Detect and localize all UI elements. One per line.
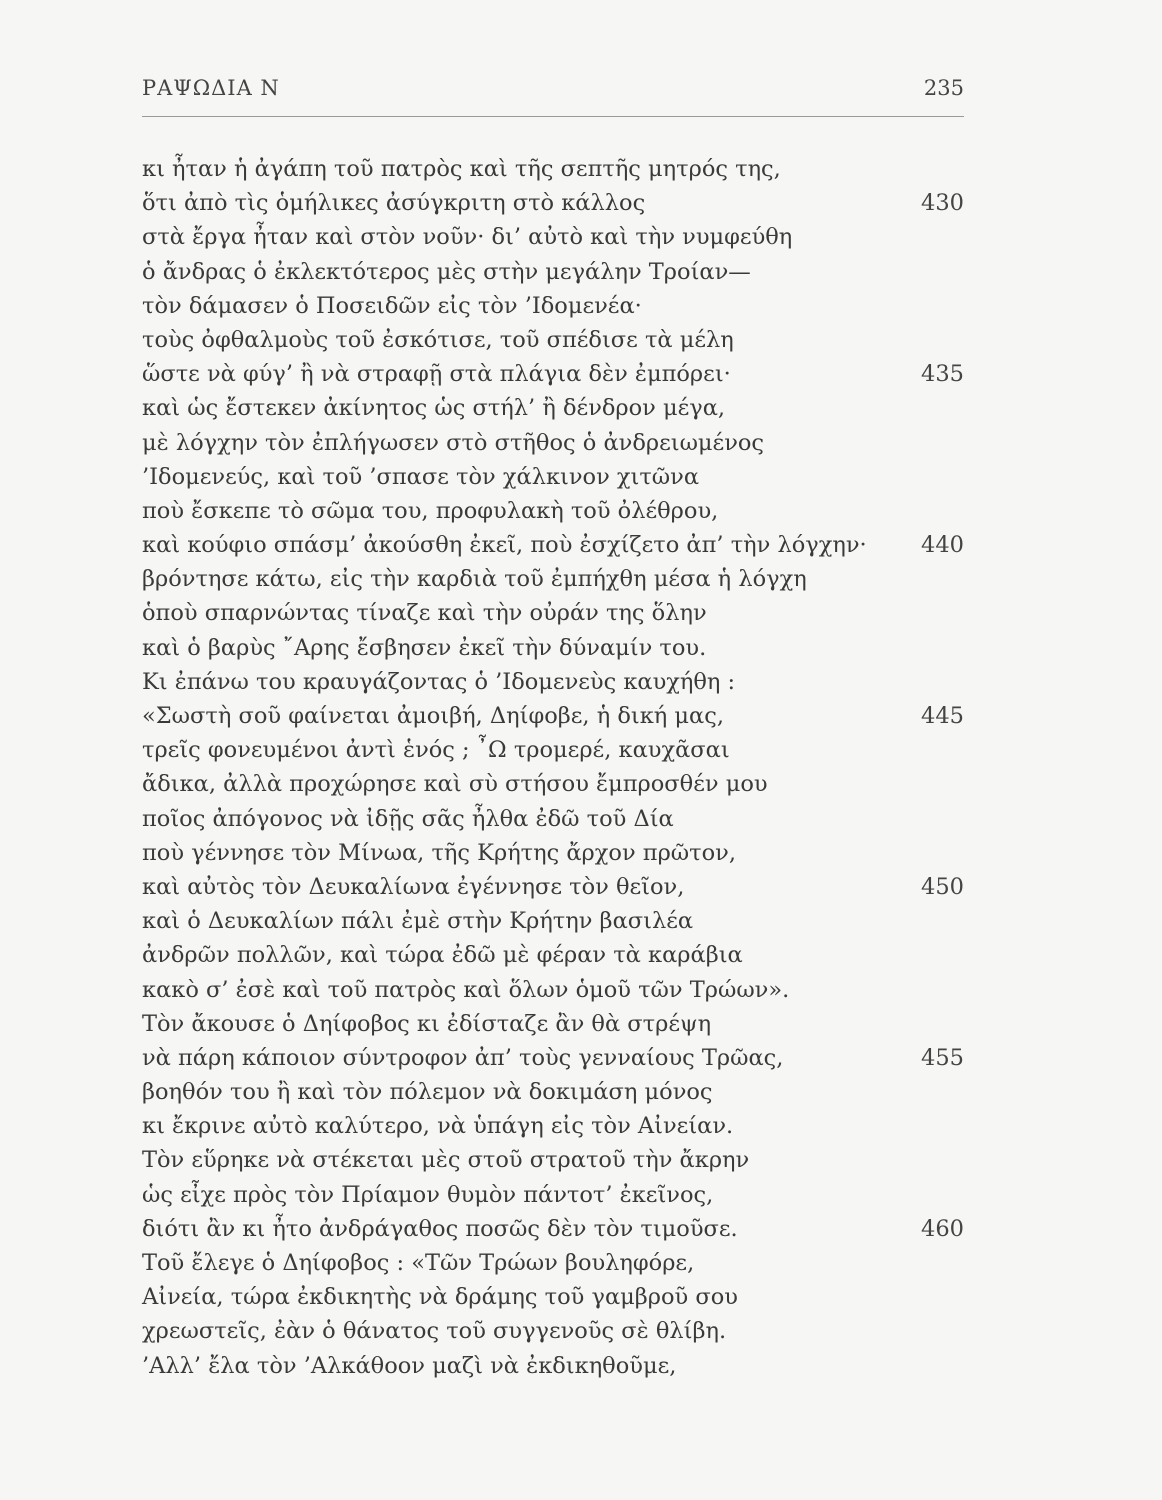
verse-text: ’Ιδομενεύς, καὶ τοῦ ’σπασε τὸν χάλκινον χιτῶνα [142,463,700,490]
line-number: 460 [921,1215,964,1242]
verse-line [142,904,964,938]
verse-text: καὶ αὐτὸς τὸν Δευκαλίωνα ἐγέννησε τὸν θεῖον, [142,873,685,900]
verse-line [142,289,964,323]
verse-line [142,426,964,460]
verse-line [142,1212,964,1246]
verse-text: ἄδικα, ἀλλὰ προχώρησε καὶ σὺ στήσου ἔμπροσθέν μου [142,771,768,798]
poem-body [142,152,964,1383]
verse-line [142,836,964,870]
verse-line [142,1280,964,1314]
verse-text: τρεῖς φονευμένοι ἀντὶ ἑνός ; ῏Ω τρομερέ, καυχᾶσαι [142,737,730,764]
verse-text: τοὺς ὀφθαλμοὺς τοῦ ἐσκότισε, τοῦ σπέδισε τὰ μέλη [142,326,734,353]
running-header [142,76,964,110]
line-number: 455 [921,1044,964,1071]
line-number: 445 [921,703,964,729]
verse-line [142,255,964,289]
verse-line [142,699,964,733]
verse-line [142,323,964,357]
verse-text: μὲ λόγχην τὸν ἐπλήγωσεν στὸ στῆθος ὁ ἀνδρειωμένος [142,429,765,456]
verse-text: ὁ ἄνδρας ὁ ἐκλεκτότερος μὲς στὴν μεγάλην Τροίαν— [142,258,751,285]
verse-line [142,1143,964,1177]
verse-line [142,220,964,254]
verse-text: ποὺ γέννησε τὸν Μίνωα, τῆς Κρήτης ἄρχον πρῶτον, [142,839,736,866]
verse-text: ὁποὺ σπαρνώντας τίναζε καὶ τὴν οὐράν της ὅλην [142,600,707,627]
line-number: 435 [921,361,964,388]
verse-text: ’Αλλ’ ἔλα τὸν ’Αλκάθοον μαζὶ νὰ ἐκδικηθοῦμε, [142,1352,677,1379]
verse-text: βοηθόν του ἢ καὶ τὸν πόλεμον νὰ δοκιμάση μόνος [142,1079,713,1106]
verse-line [142,665,964,699]
verse-line [142,1246,964,1280]
verse-line [142,973,964,1007]
line-number: 450 [921,873,964,900]
running-title: ΡΑΨΩΔΙΑ Ν [142,76,280,100]
verse-line [142,494,964,528]
verse-line [142,391,964,425]
verse-text: Κι ἐπάνω του κραυγάζοντας ὁ ’Ιδομενεὺς καυχήθη : [142,668,736,695]
verse-line [142,1007,964,1041]
verse-line [142,733,964,767]
verse-text: Αἰνεία, τώρα ἐκδικητὴς νὰ δράμης τοῦ γαμβροῦ σου [142,1284,738,1311]
verse-text: καὶ ὡς ἔστεκεν ἀκίνητος ὡς στήλ’ ἢ δένδρον μέγα, [142,395,726,422]
verse-text: διότι ἂν κι ἦτο ἀνδράγαθος ποσῶς δὲν τὸν τιμοῦσε. [142,1215,738,1242]
verse-text: Τοῦ ἔλεγε ὁ Δηίφοβος : «Τῶν Τρώων βουληφόρε, [142,1250,695,1276]
verse-line [142,1349,964,1383]
line-number: 430 [921,190,964,217]
page-number: 235 [923,76,964,100]
verse-line [142,1178,964,1212]
verse-text: καὶ ὁ βαρὺς ῎Αρης ἔσβησεν ἐκεῖ τὴν δύναμίν του. [142,634,707,661]
verse-line [142,460,964,494]
verse-text: καὶ κούφιο σπάσμ’ ἀκούσθη ἐκεῖ, ποὺ ἐσχίζετο ἀπ’ τὴν λόγχην· [142,532,867,559]
verse-line [142,357,964,391]
verse-text: καὶ ὁ Δευκαλίων πάλι ἐμὲ στὴν Κρήτην βασιλέα [142,908,694,935]
verse-line [142,767,964,801]
verse-text: ἀνδρῶν πολλῶν, καὶ τώρα ἐδῶ μὲ φέραν τὰ καράβια [142,942,743,969]
verse-text: τὸν δάμασεν ὁ Ποσειδῶν εἰς τὸν ’Ιδομενέα· [142,292,642,319]
verse-line [142,186,964,220]
verse-line [142,596,964,630]
verse-text: ὡς εἶχε πρὸς τὸν Πρίαμον θυμὸν πάντοτ’ ἐκεῖνος, [142,1181,714,1208]
verse-text: Τὸν εὕρηκε νὰ στέκεται μὲς στοῦ στρατοῦ τὴν ἄκρην [142,1147,750,1174]
verse-line [142,870,964,904]
header-rule [142,116,964,117]
verse-text: ποῖος ἀπόγονος νὰ ἰδῇς σᾶς ἦλθα ἐδῶ τοῦ Δία [142,805,674,832]
verse-text: νὰ πάρη κάποιον σύντροφον ἀπ’ τοὺς γενναίους Τρῶας, [142,1044,784,1071]
verse-line [142,152,964,186]
line-number: 440 [921,532,964,559]
verse-text: στὰ ἔργα ἦταν καὶ στὸν νοῦν· δι’ αὐτὸ καὶ τὴν νυμφεύθη [142,224,793,251]
verse-text: Τὸν ἄκουσε ὁ Δηίφοβος κι ἐδίσταζε ἂν θὰ στρέψη [142,1010,712,1037]
verse-line [142,1041,964,1075]
verse-text: ὥστε νὰ φύγ’ ἢ νὰ στραφῇ στὰ πλάγια δὲν ἐμπόρει· [142,361,731,388]
verse-line [142,1109,964,1143]
verse-line [142,938,964,972]
verse-text: κι ἦταν ἡ ἀγάπη τοῦ πατρὸς καὶ τῆς σεπτῆς μητρός της, [142,156,781,182]
verse-line [142,1075,964,1109]
verse-line [142,562,964,596]
verse-text: «Σωστὴ σοῦ φαίνεται ἀμοιβή, Δηίφοβε, ἡ δική μας, [142,703,724,729]
verse-text: κακὸ σ’ ἐσὲ καὶ τοῦ πατρὸς καὶ ὅλων ὁμοῦ τῶν Τρώων». [142,976,790,1003]
verse-line [142,631,964,665]
verse-text: βρόντησε κάτω, εἰς τὴν καρδιὰ τοῦ ἐμπήχθη μέσα ἡ λόγχη [142,566,807,593]
verse-line [142,528,964,562]
verse-text: ὅτι ἀπὸ τὶς ὁμήλικες ἀσύγκριτη στὸ κάλλος [142,190,646,217]
verse-text: ποὺ ἔσκεπε τὸ σῶμα του, προφυλακὴ τοῦ ὀλέθρου, [142,497,719,524]
verse-text: χρεωστεῖς, ἐὰν ὁ θάνατος τοῦ συγγενοῦς σὲ θλίβη. [142,1318,727,1345]
verse-line [142,802,964,836]
verse-line [142,1314,964,1348]
verse-text: κι ἔκρινε αὐτὸ καλύτερο, νὰ ὑπάγη εἰς τὸν Αἰνείαν. [142,1113,734,1140]
